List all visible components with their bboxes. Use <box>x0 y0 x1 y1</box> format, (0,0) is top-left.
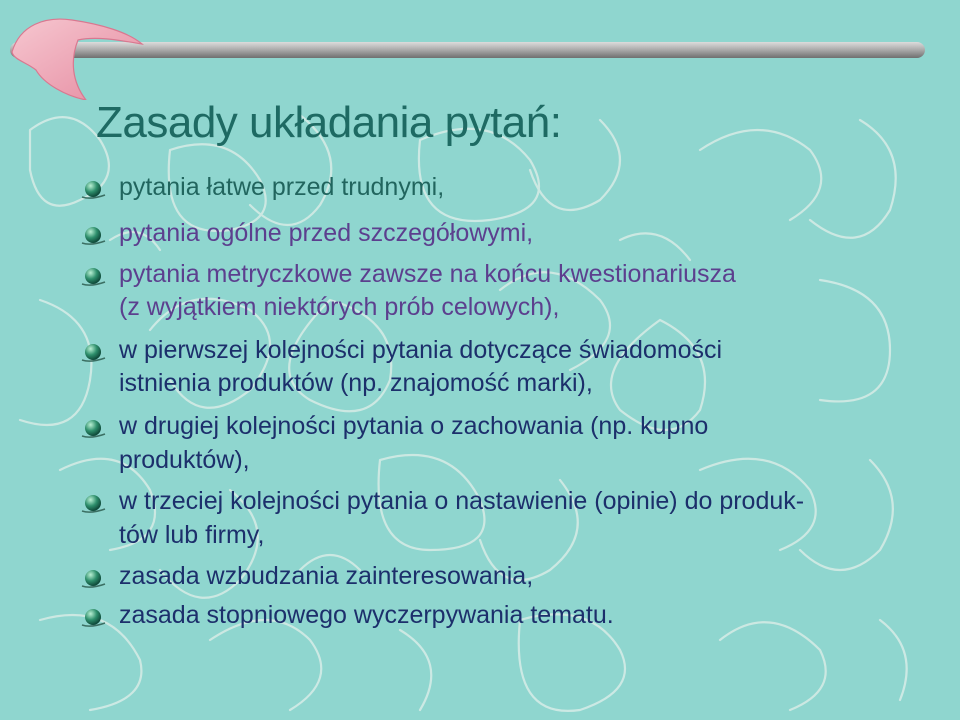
bullet-text-line: zasada stopniowego wyczerpywania tematu. <box>119 601 614 629</box>
green-ball-bullet-icon <box>81 493 107 515</box>
bullet-text-line: w pierwszej kolejności pytania dotyczące świadomości <box>119 336 723 364</box>
bullet-text-line: zasada wzbudzania zainteresowania, <box>119 562 534 590</box>
slide-title: Zasady układania pytań: <box>96 98 562 147</box>
green-ball-bullet-icon <box>81 342 107 364</box>
bullet-text-line: (z wyjątkiem niektórych prób celowych), <box>119 293 560 321</box>
green-ball-bullet-icon <box>81 568 107 590</box>
bullet-text-line: istnienia produktów (np. znajomość marki), <box>119 369 593 397</box>
bullet-text-line: w trzeciej kolejności pytania o nastawienie (opinie) do produk- <box>119 487 805 515</box>
green-ball-bullet-icon <box>81 418 107 440</box>
bullet-text-line: pytania metryczkowe zawsze na końcu kwestionariusza <box>119 260 736 288</box>
green-ball-bullet-icon <box>81 266 107 288</box>
green-ball-bullet-icon <box>81 225 107 247</box>
bullet-text-line: tów lub firmy, <box>119 521 265 549</box>
bullet-text-line: pytania łatwe przed trudnymi, <box>119 173 445 201</box>
bullet-text-line: w drugiej kolejności pytania o zachowania (np. kupno <box>119 412 709 440</box>
bullet-text-line: pytania ogólne przed szczegółowymi, <box>119 219 534 247</box>
bullet-text-line: produktów), <box>119 446 250 474</box>
green-ball-bullet-icon <box>81 179 107 201</box>
green-ball-bullet-icon <box>81 607 107 629</box>
